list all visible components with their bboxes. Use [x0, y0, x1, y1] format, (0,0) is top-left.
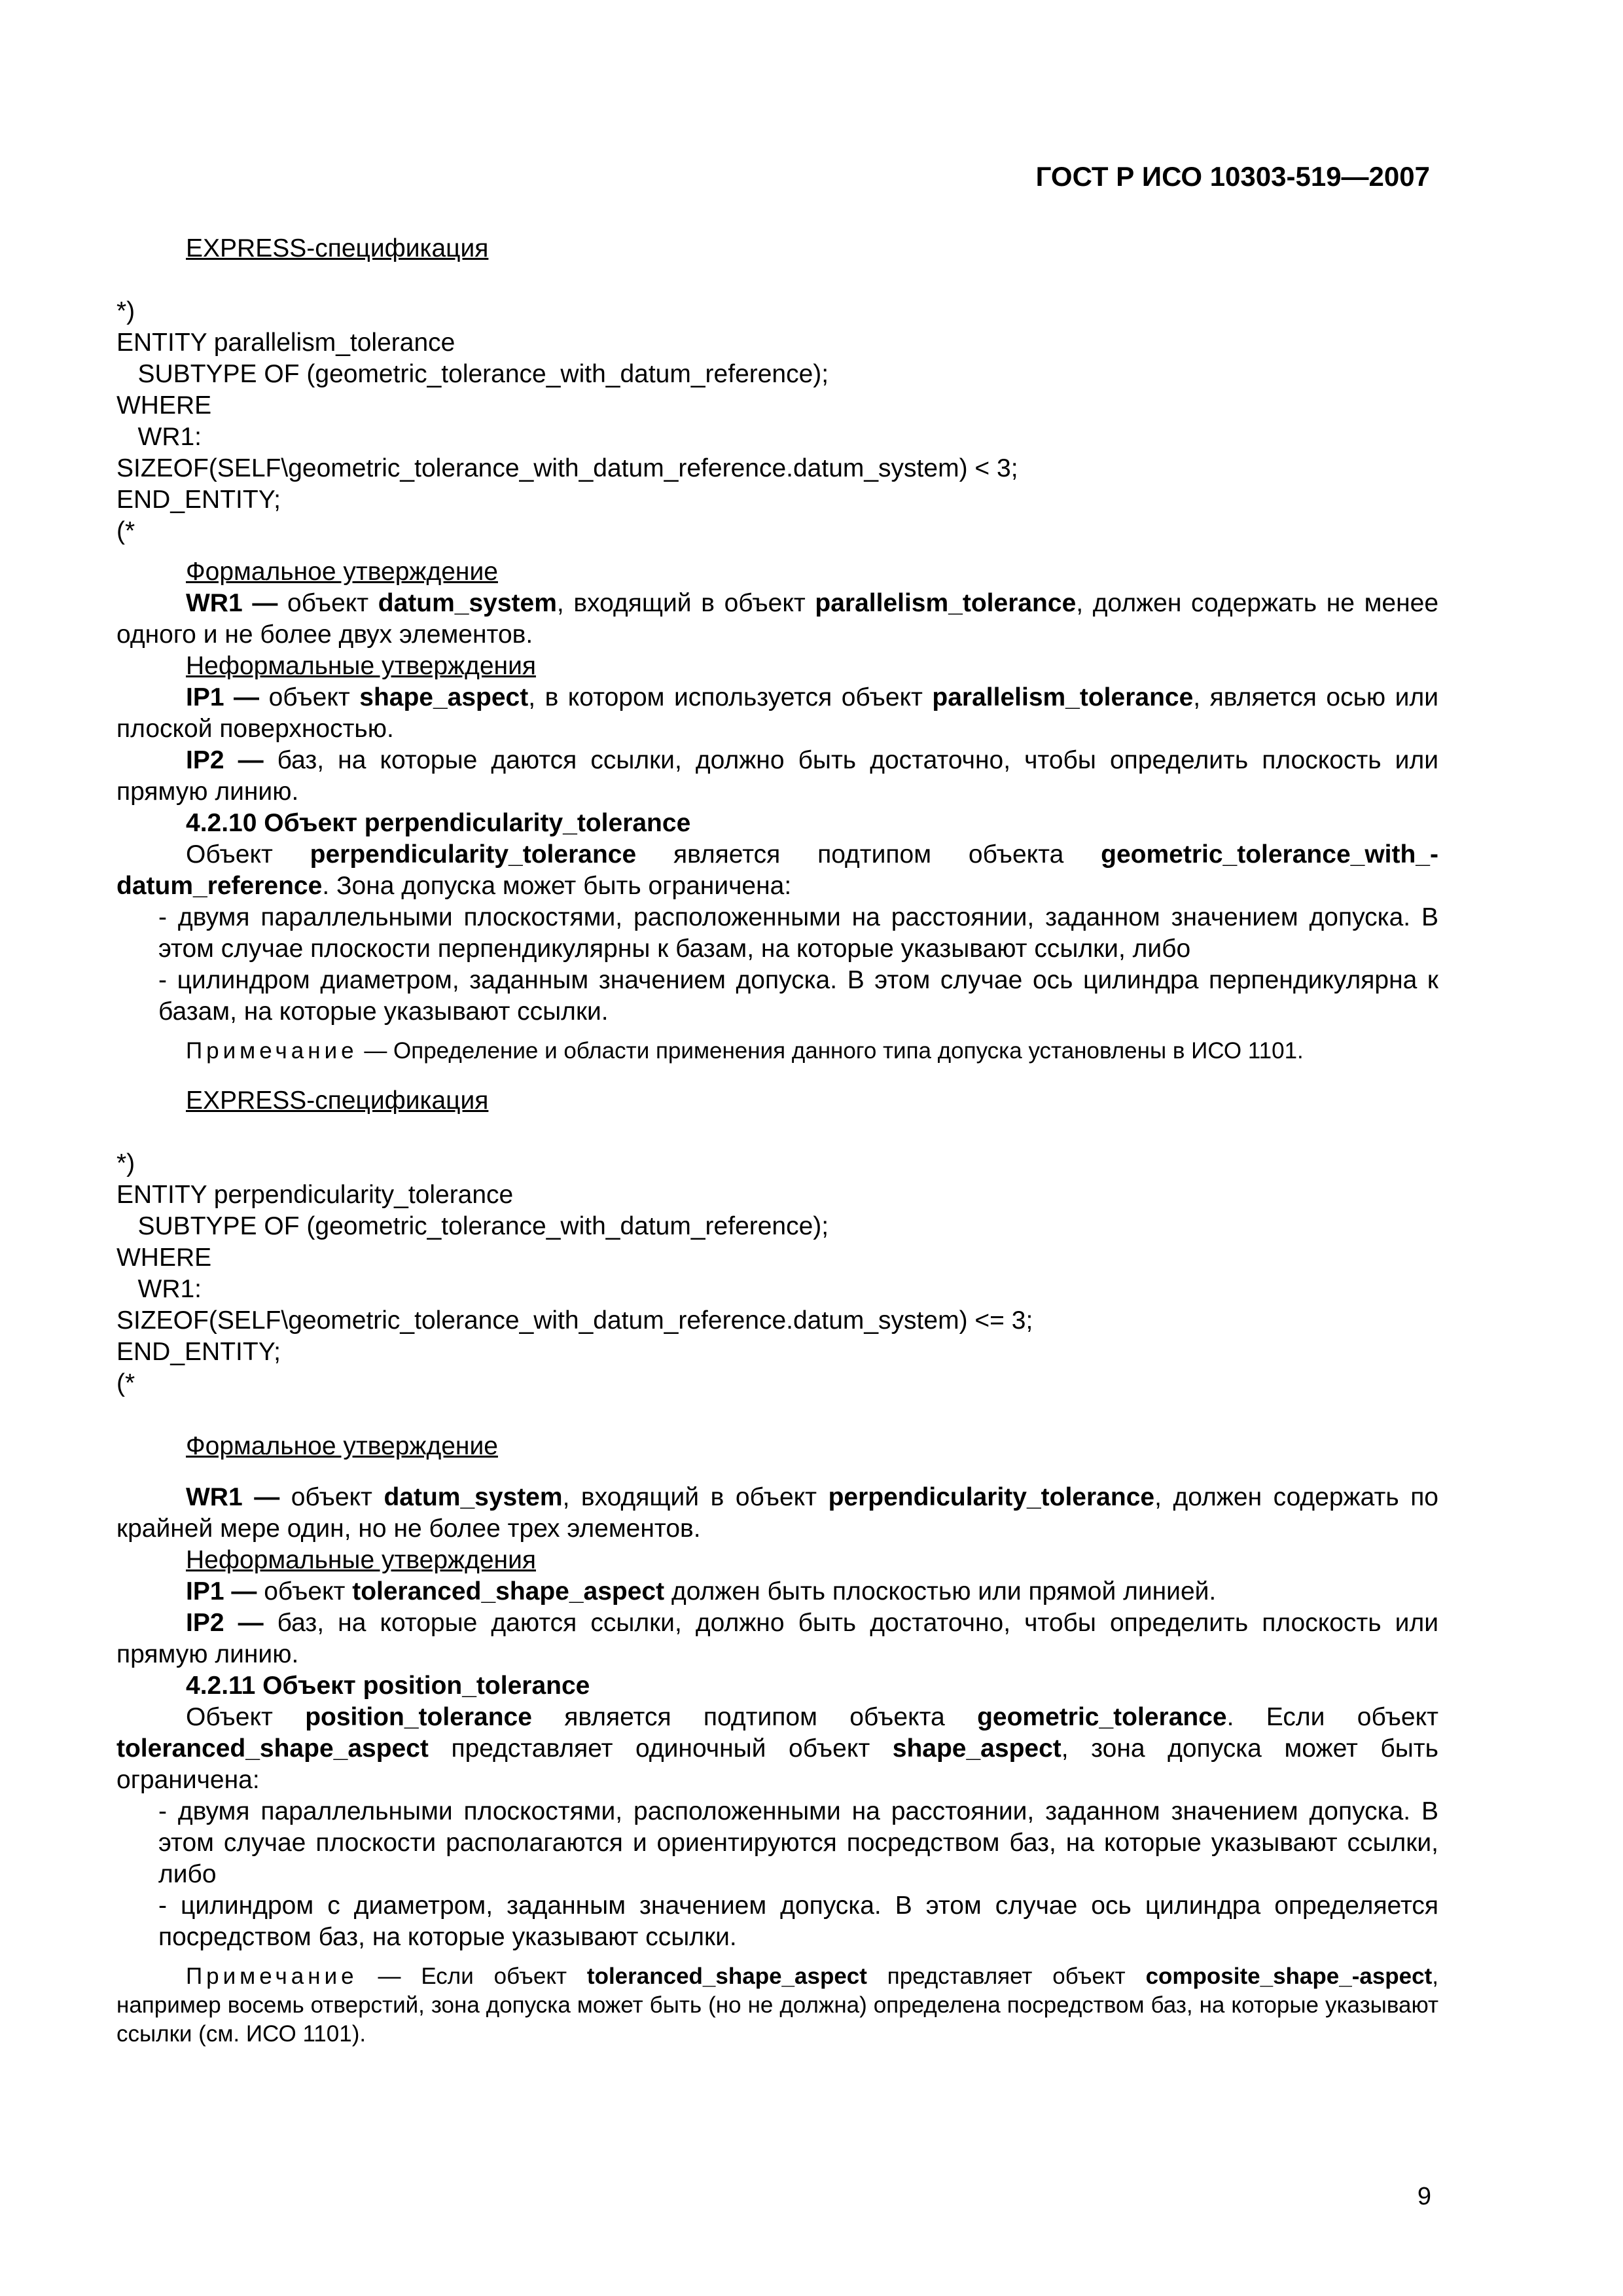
code-line: SIZEOF(SELF\geometric_tolerance_with_datum_reference.datum_system) < 3;	[116, 454, 1018, 482]
express-heading: EXPRESS-спецификация	[186, 234, 489, 262]
informal-rule-ip2: IP2 — баз, на которые даются ссылки, должно быть достаточно, чтобы определить плоскость или прямую линию.	[116, 1609, 1439, 1668]
informal-rule-ip1: IP1 — объект shape_aspect, в котором используется объект parallelism_tolerance, является осью или плоской поверхностью.	[116, 683, 1438, 743]
list-item: - цилиндром диаметром, заданным значением допуска. В этом случае ось цилиндра перпендикулярна к базам, на которые указывают ссылки.	[158, 966, 1438, 1026]
code-line: *)	[116, 297, 135, 325]
section-heading-4-2-10: 4.2.10 Объект perpendicularity_tolerance	[186, 809, 691, 837]
formal-heading: Формальное утверждение	[186, 558, 498, 586]
informal-rule-ip2: IP2 — баз, на которые даются ссылки, должно быть достаточно, чтобы определить плоскость или прямую линию.	[116, 746, 1439, 806]
code-line: SIZEOF(SELF\geometric_tolerance_with_datum_reference.datum_system) <= 3;	[116, 1306, 1033, 1335]
page-number: 9	[1417, 2183, 1431, 2210]
section-heading-4-2-11: 4.2.11 Объект position_tolerance	[186, 1672, 590, 1700]
formal-heading: Формальное утверждение	[186, 1432, 498, 1460]
code-line: (*	[116, 1369, 135, 1397]
express-heading: EXPRESS-спецификация	[186, 1086, 489, 1115]
note: Примечание — Определение и области применения данного типа допуска установлены в ИСО 1101.	[186, 1038, 1304, 1064]
code-line: SUBTYPE OF (geometric_tolerance_with_datum_reference);	[116, 1212, 829, 1240]
code-line: WHERE	[116, 1244, 212, 1272]
section-intro: Объект perpendicularity_tolerance является подтипом объекта geometric_tolerance_with_-datum_reference. Зона допуска может быть ограничена:	[116, 840, 1438, 900]
informal-rule-ip1: IP1 — объект toleranced_shape_aspect должен быть плоскостью или прямой линией.	[186, 1577, 1217, 1605]
formal-rule-wr1: WR1 — объект datum_system, входящий в объект parallelism_tolerance, должен содержать не менее одного и не более двух элементов.	[116, 589, 1439, 649]
list-item: - двумя параллельными плоскостями, расположенными на расстоянии, заданном значением допуска. В этом случае плоскости перпендикулярны к базам, на которые указывают ссылки, либо	[158, 903, 1438, 963]
code-line: *)	[116, 1149, 135, 1177]
code-line: ENTITY parallelism_tolerance	[116, 329, 455, 357]
code-line: WR1:	[116, 1275, 202, 1303]
informal-heading: Неформальные утверждения	[186, 652, 536, 680]
formal-rule-wr1: WR1 — объект datum_system, входящий в объект perpendicularity_tolerance, должен содержать по крайней мере один, но не более трех элементов.	[116, 1483, 1438, 1543]
express-code-block	[116, 1148, 1438, 1399]
code-line: SUBTYPE OF (geometric_tolerance_with_datum_reference);	[116, 360, 829, 388]
express-code-block	[116, 296, 1438, 547]
code-line: WR1:	[116, 423, 202, 451]
document-body	[116, 233, 1438, 2049]
code-line: (*	[116, 517, 135, 545]
code-line: END_ENTITY;	[116, 486, 281, 514]
note: Примечание — Если объект toleranced_shape_aspect представляет объект composite_shape_-aspect, например восемь отверстий, зона допуска может быть (но не должна) определена посредством баз, на которые указывают ссылки (см. ИСО 1101).	[116, 1964, 1438, 2047]
list-item: - цилиндром с диаметром, заданным значением допуска. В этом случае ось цилиндра определяется посредством баз, на которые указывают ссылки.	[158, 1892, 1438, 1951]
list-item: - двумя параллельными плоскостями, расположенными на расстоянии, заданном значением допуска. В этом случае плоскости располагаются и ориентируются посредством баз, на которые указывают ссылки, либо	[158, 1797, 1438, 1888]
code-line: ENTITY perpendicularity_tolerance	[116, 1181, 514, 1209]
section-intro: Объект position_tolerance является подтипом объекта geometric_tolerance. Если объект toleranced_shape_aspect представляет одиночный объект shape_aspect, зона допуска может быть ограничена:	[116, 1703, 1438, 1794]
code-line: END_ENTITY;	[116, 1338, 281, 1366]
code-line: WHERE	[116, 391, 212, 420]
informal-heading: Неформальные утверждения	[186, 1546, 536, 1574]
document-header: ГОСТ Р ИСО 10303-519—2007	[1035, 161, 1430, 192]
